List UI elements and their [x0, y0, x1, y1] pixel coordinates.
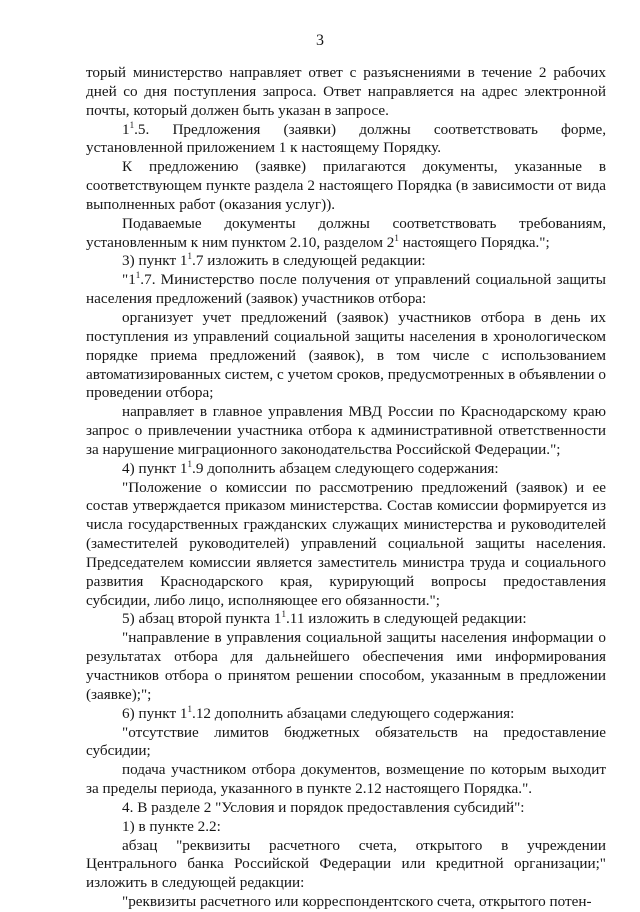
paragraph: 4. В разделе 2 "Условия и порядок предоставления субсидий":	[122, 798, 525, 816]
document-body	[86, 64, 606, 912]
paragraph: "Положение о комиссии по рассмотрению предложений (заявок) и ее состав утверждается приказом министерства. Состав комиссии формируется из числа государственных гражданских служащих министерства и руководителей (заместителей руководителей) управлений социальной защиты населения. Председателем комиссии является заместитель министра труда и социального развития Краснодарского края, курирующий вопросы предоставления субсидии, либо лицо, исполняющее его обязанности.";	[86, 478, 606, 609]
paragraph: 4) пункт $1^1.9$ дополнить абзацем следующего содержания:	[122, 458, 499, 477]
paragraph: направляет в главное управления МВД России по Краснодарскому краю запрос о привлечении участника отбора к административной ответственности за нарушение миграционного законодательства Российской Федерации.";	[86, 403, 606, 458]
paragraph: $1^1.5$. Предложения (заявки) должны соответствовать форме, установленной приложением 1 к настоящему Порядку.	[86, 119, 606, 157]
paragraph: 6) пункт $1^1.12$ дополнить абзацами следующего содержания:	[122, 703, 515, 722]
paragraph: "направление в управления социальной защиты населения информации о результатах отбора для дальнейшего обеспечения ими информирования участников отбора о принятом решении способом, указанным в предложении (заявке);";	[86, 629, 606, 703]
paragraph: "$1^1.7$. Министерство после получения от управлений социальной защиты населения предложений (заявок) участников отбора:	[86, 270, 606, 308]
paragraph: "реквизиты расчетного или корреспондентского счета, открытого потен-	[122, 893, 592, 911]
paragraph: подача участником отбора документов, возмещение по которым выходит за пределы периода, указанного в пункте 2.12 настоящего Порядка.".	[86, 761, 606, 798]
paragraph: 5) абзац второй пункта $1^1.11$ изложить в следующей редакции:	[122, 609, 527, 628]
paragraph: "отсутствие лимитов бюджетных обязательств на предоставление субсидии;	[86, 723, 606, 760]
paragraph: Подаваемые документы должны соответствовать требованиям, установленным к ним пунктом 2.10, разделом $2^1$ настоящего Порядка.";	[86, 214, 606, 251]
paragraph: 3) пункт $1^1.7$ изложить в следующей редакции:	[122, 251, 426, 270]
page-number: 3	[316, 32, 324, 49]
paragraph: организует учет предложений (заявок) участников отбора в день их поступления из управлений социальной защиты населения в хронологическом порядке приема предложений (заявок), в том числе с использованием автоматизированных систем, с учетом сроков, предусмотренных в объявлении о проведении отбора;	[86, 308, 606, 402]
paragraph: К предложению (заявке) прилагаются документы, указанные в соответствующем пункте раздела 2 настоящего Порядка (в зависимости от вида выполненных работ (оказания услуг)).	[86, 158, 606, 213]
paragraph: торый министерство направляет ответ с разъяснениями в течение 2 рабочих дней со дня поступления запроса. Ответ направляется на адрес электронной почты, который должен быть указан в запросе.	[86, 64, 606, 119]
paragraph: абзац "реквизиты расчетного счета, открытого в учреждении Центрального банка Российской Федерации или кредитной организации;" изложить в следующей редакции:	[86, 836, 606, 892]
paragraph: 1) в пункте 2.2:	[122, 817, 221, 835]
